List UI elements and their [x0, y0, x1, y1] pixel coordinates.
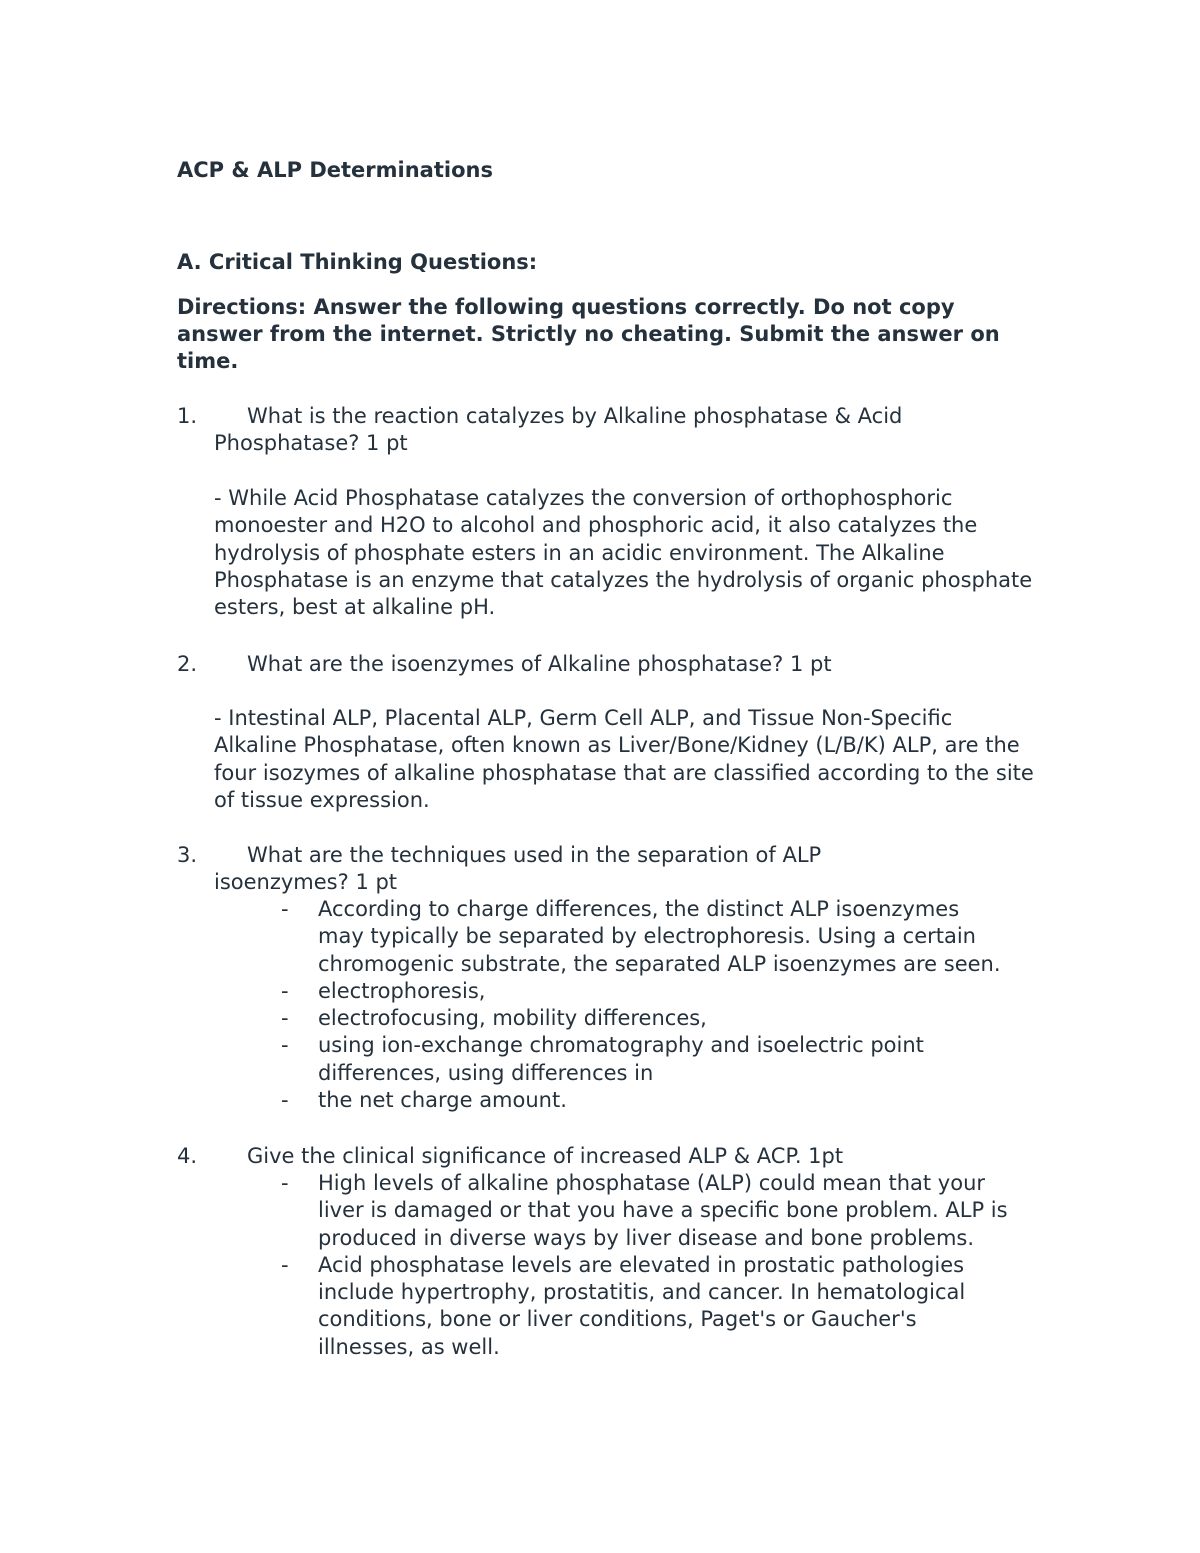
- list-item: [281, 1252, 1011, 1361]
- question-text-continued: isoenzymes? 1 pt: [214, 870, 398, 895]
- bullet-marker: -: [281, 1088, 289, 1113]
- document-title: ACP & ALP Determinations: [177, 158, 493, 182]
- bullet-marker: -: [281, 1006, 289, 1031]
- list-item: [281, 896, 1011, 978]
- question-2: [177, 651, 1037, 678]
- question-number: 3.: [177, 843, 198, 867]
- question-text: Give the clinical significance of increased ALP & ACP. 1pt: [247, 1144, 844, 1168]
- question-text: What is the reaction catalyzes by Alkaline phosphatase & Acid: [247, 404, 903, 428]
- question-3: [177, 842, 1037, 897]
- question-number: 4.: [177, 1144, 198, 1168]
- bullet-marker: -: [281, 897, 289, 921]
- list-item: [281, 1005, 1011, 1032]
- bullet-marker: -: [281, 1033, 289, 1058]
- list-item-text: High levels of alkaline phosphatase (ALP) could mean that your liver is damaged or that you have a specific bone problem. ALP is produced in diverse ways by liver disease and bone problems.: [318, 1171, 1008, 1250]
- answer-4-list: [281, 1170, 1011, 1361]
- answer-2: - Intestinal ALP, Placental ALP, Germ Cell ALP, and Tissue Non-Specific Alkaline Phosphatase, often known as Liver/Bone/Kidney (L/B/K) ALP, are the four isozymes of alkaline phosphatase that are classified according to the site of tissue expression.: [214, 706, 1034, 812]
- list-item-text: According to charge differences, the distinct ALP isoenzymes may typically be separated by electrophoresis. Using a certain chromogenic substrate, the separated ALP isoenzymes are seen.: [318, 897, 1001, 976]
- question-4: [177, 1143, 1037, 1170]
- question-number: 1.: [177, 404, 198, 428]
- list-item: [281, 1032, 1011, 1087]
- question-text: What are the isoenzymes of Alkaline phosphatase? 1 pt: [247, 652, 832, 676]
- list-item: [281, 1170, 1011, 1252]
- bullet-marker: -: [281, 978, 289, 1003]
- list-item-text: using ion-exchange chromatography and isoelectric point differences, using differences in: [318, 1033, 924, 1085]
- list-item-text: electrophoresis,: [318, 978, 486, 1003]
- directions-text: Directions: Answer the following questions correctly. Do not copy answer from the internet. Strictly no cheating. Submit the answer on time.: [177, 295, 1000, 373]
- section-heading: A. Critical Thinking Questions:: [177, 250, 538, 274]
- question-text: What are the techniques used in the separation of ALP: [247, 843, 822, 867]
- question-1: [177, 403, 1037, 458]
- list-item-text: the net charge amount.: [318, 1088, 567, 1113]
- answer-1: - While Acid Phosphatase catalyzes the conversion of orthophosphoric monoester and H2O to alcohol and phosphoric acid, it also catalyzes the hydrolysis of phosphate esters in an acidic environment. The Alkaline Phosphatase is an enzyme that catalyzes the hydrolysis of organic phosphate esters, best at alkaline pH.: [214, 486, 1033, 620]
- list-item-text: electrofocusing, mobility differences,: [318, 1006, 707, 1031]
- list-item-text: Acid phosphatase levels are elevated in prostatic pathologies include hypertrophy, prostatitis, and cancer. In hematological conditions, bone or liver conditions, Paget's or Gaucher's illnesses, as well.: [318, 1252, 966, 1359]
- list-item: [281, 1087, 1011, 1114]
- question-text-continued: Phosphatase? 1 pt: [214, 431, 408, 456]
- bullet-marker: -: [281, 1171, 289, 1195]
- bullet-marker: -: [281, 1252, 289, 1277]
- answer-3-list: [281, 896, 1011, 1114]
- question-number: 2.: [177, 652, 198, 676]
- list-item: [281, 978, 1011, 1005]
